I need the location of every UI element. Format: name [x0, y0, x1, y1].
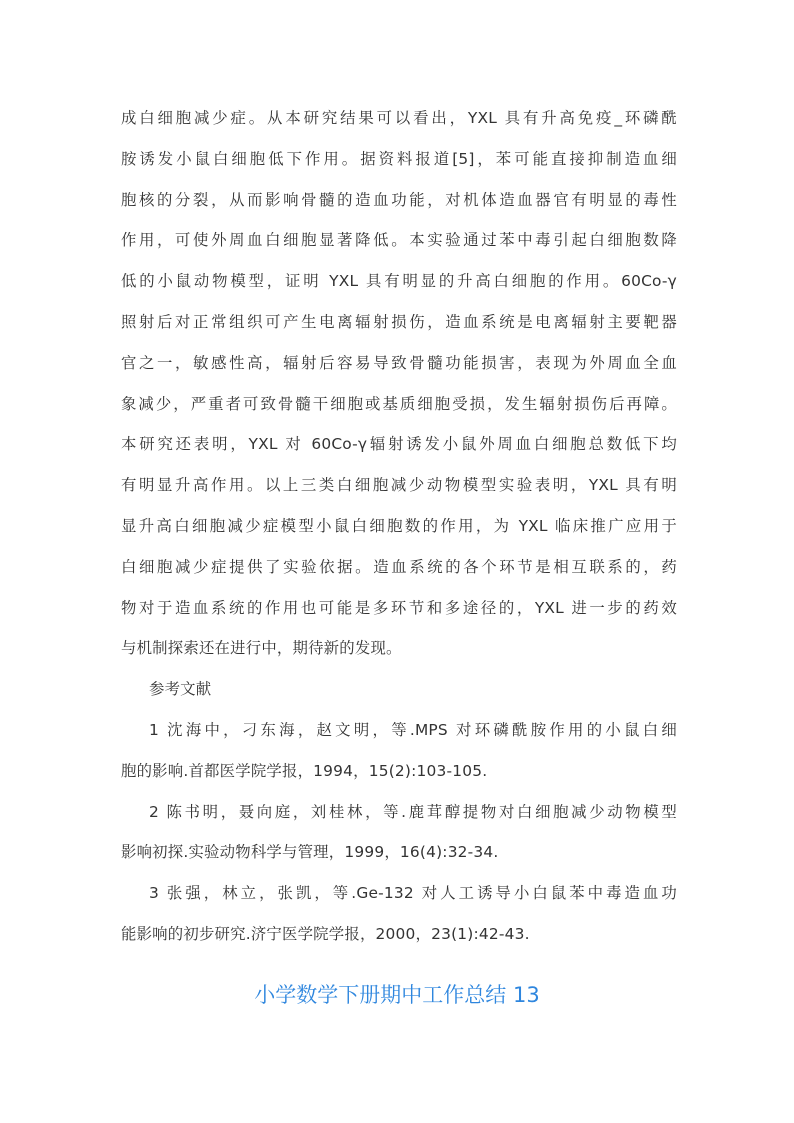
- paragraph-line: 象减少，严重者可致骨髓干细胞或基质细胞受损，发生辐射损伤后再障。: [121, 394, 677, 413]
- paragraph-line: 胺诱发小鼠白细胞低下作用。据资料报道[5]，苯可能直接抑制造血细: [121, 149, 677, 168]
- paragraph-line: 物对于造血系统的作用也可能是多环节和多途径的，YXL 进一步的药效: [121, 598, 677, 617]
- reference-item-3-line-2: 能影响的初步研究.济宁医学院学报，2000，23(1):42-43.: [121, 924, 530, 943]
- reference-item-1-line-1: 1 沈海中，刁东海，赵文明，等.MPS 对环磷酰胺作用的小鼠白细: [149, 720, 677, 739]
- paragraph-line: 低的小鼠动物模型，证明 YXL 具有明显的升高白细胞的作用。60Co-γ: [121, 272, 677, 291]
- reference-item-2-line-1: 2 陈书明，聂向庭，刘桂林，等.鹿茸醇提物对白细胞减少动物模型: [149, 802, 677, 821]
- reference-item-1-line-2: 胞的影响.首都医学院学报，1994，15(2):103-105.: [121, 761, 488, 780]
- references-heading: 参考文献: [149, 680, 212, 699]
- paragraph-line: 显升高白细胞减少症模型小鼠白细胞数的作用，为 YXL 临床推广应用于: [121, 516, 677, 535]
- paragraph-line: 白细胞减少症提供了实验依据。造血系统的各个环节是相互联系的，药: [121, 557, 677, 576]
- paragraph-line: 有明显升高作用。以上三类白细胞减少动物模型实验表明，YXL 具有明: [121, 476, 677, 495]
- paragraph-line: 作用，可使外周血白细胞显著降低。本实验通过苯中毒引起白细胞数降: [121, 231, 677, 250]
- paragraph-line: 成白细胞减少症。从本研究结果可以看出，YXL 具有升高免疫_环磷酰: [121, 109, 677, 127]
- article-body: [121, 98, 677, 955]
- paragraph-line: 胞核的分裂，从而影响骨髓的造血功能，对机体造血器官有明显的毒性: [121, 190, 677, 209]
- paragraph-line: 照射后对正常组织可产生电离辐射损伤，造血系统是电离辐射主要靶器: [121, 312, 677, 331]
- paragraph-line: 官之一，敏感性高，辐射后容易导致骨髓功能损害，表现为外周血全血: [121, 353, 677, 372]
- reference-item-2-line-2: 影响初探.实验动物科学与管理，1999，16(4):32-34.: [121, 843, 499, 862]
- paragraph-line: 与机制探索还在进行中，期待新的发现。: [121, 639, 402, 658]
- paragraph-line: 本研究还表明，YXL 对 60Co-γ辐射诱发小鼠外周血白细胞总数低下均: [121, 435, 677, 454]
- reference-item-3-line-1: 3 张强，林立，张凯，等.Ge-132 对人工诱导小白鼠苯中毒造血功: [149, 884, 677, 903]
- next-article-title: 小学数学下册期中工作总结 13: [254, 983, 540, 1007]
